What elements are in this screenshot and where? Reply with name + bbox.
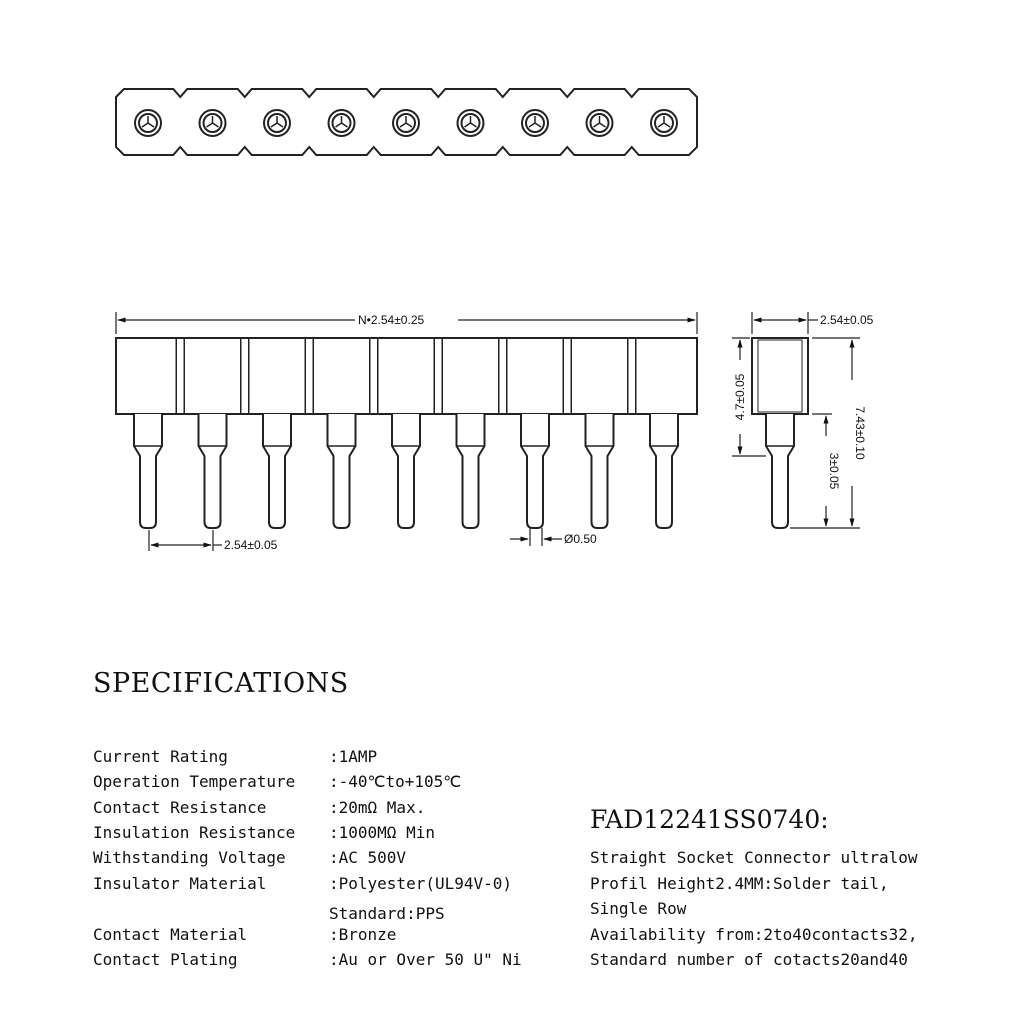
spec-value: :Polyester(UL94V-0) (329, 874, 513, 893)
contact-hole (200, 110, 226, 136)
body-height-label: 4.7±0.05 (733, 373, 747, 421)
specifications-title: SPECIFICATIONS (93, 668, 349, 699)
spec-value: :-40℃to+105℃ (329, 772, 462, 791)
spec-label: Contact Material (93, 925, 248, 944)
contact-pin (586, 414, 614, 528)
top-view (116, 89, 697, 155)
pin-diameter-label: Ø0.50 (564, 532, 597, 546)
part-number: FAD12241SS0740: (590, 805, 829, 834)
spec-label: Operation Temperature (93, 772, 296, 791)
description-line: Single Row (590, 899, 687, 918)
insulator-extra: Standard:PPS (329, 904, 445, 923)
spec-row (93, 823, 435, 842)
contact-hole (329, 110, 355, 136)
contact-pin (328, 414, 356, 528)
spec-row (93, 747, 377, 766)
spec-label: Contact Plating (93, 950, 238, 969)
width-dimension-label: 2.54±0.05 (820, 313, 874, 327)
contact-pin (199, 414, 227, 528)
description-line: Profil Height2.4MM:Solder tail, (590, 874, 889, 893)
spec-row (93, 772, 461, 791)
contact-pin (650, 414, 678, 528)
front-body (116, 338, 697, 414)
description-line: Standard number of cotacts20and40 (590, 950, 908, 969)
tail-length-label: 3±0.05 (827, 452, 841, 490)
contact-hole (458, 110, 484, 136)
pin-diameter-dimension (510, 528, 562, 546)
pitch-dimension-label: 2.54±0.05 (224, 538, 278, 552)
spec-label: Current Rating (93, 747, 228, 766)
contact-hole (651, 110, 677, 136)
contact-pin (263, 414, 291, 528)
contact-hole (522, 110, 548, 136)
contact-hole (587, 110, 613, 136)
contact-pin (457, 414, 485, 528)
contact-hole (135, 110, 161, 136)
spec-value: :Au or Over 50 U" Ni (329, 950, 522, 969)
spec-row (93, 950, 522, 969)
spec-label: Insulator Material (93, 874, 267, 893)
spec-value: :1000MΩ Min (329, 823, 435, 842)
spec-row (93, 874, 512, 893)
contact-hole (264, 110, 290, 136)
description-line: Availability from:2to40contacts32, (590, 925, 918, 944)
spec-row (93, 925, 396, 944)
side-pin (766, 414, 794, 528)
pitch-dimension (149, 530, 222, 551)
spec-value: :Bronze (329, 925, 397, 944)
spec-value: :1AMP (329, 747, 378, 766)
total-height-label: 7.43±0.10 (853, 406, 867, 460)
spec-label: Contact Resistance (93, 798, 267, 817)
spec-value: :20mΩ Max. (329, 798, 426, 817)
spec-row (93, 798, 425, 817)
contact-hole (393, 110, 419, 136)
spec-label: Withstanding Voltage (93, 848, 286, 867)
front-view (116, 338, 697, 528)
spec-value: :AC 500V (329, 848, 407, 867)
contact-pin (521, 414, 549, 528)
description-line: Straight Socket Connector ultralow (590, 848, 918, 867)
spec-label: Insulation Resistance (93, 823, 296, 842)
contact-pin (392, 414, 420, 528)
spec-row (93, 848, 406, 867)
side-view (752, 338, 808, 528)
length-dimension-label: N•2.54±0.25 (358, 313, 425, 327)
contact-pin (134, 414, 162, 528)
